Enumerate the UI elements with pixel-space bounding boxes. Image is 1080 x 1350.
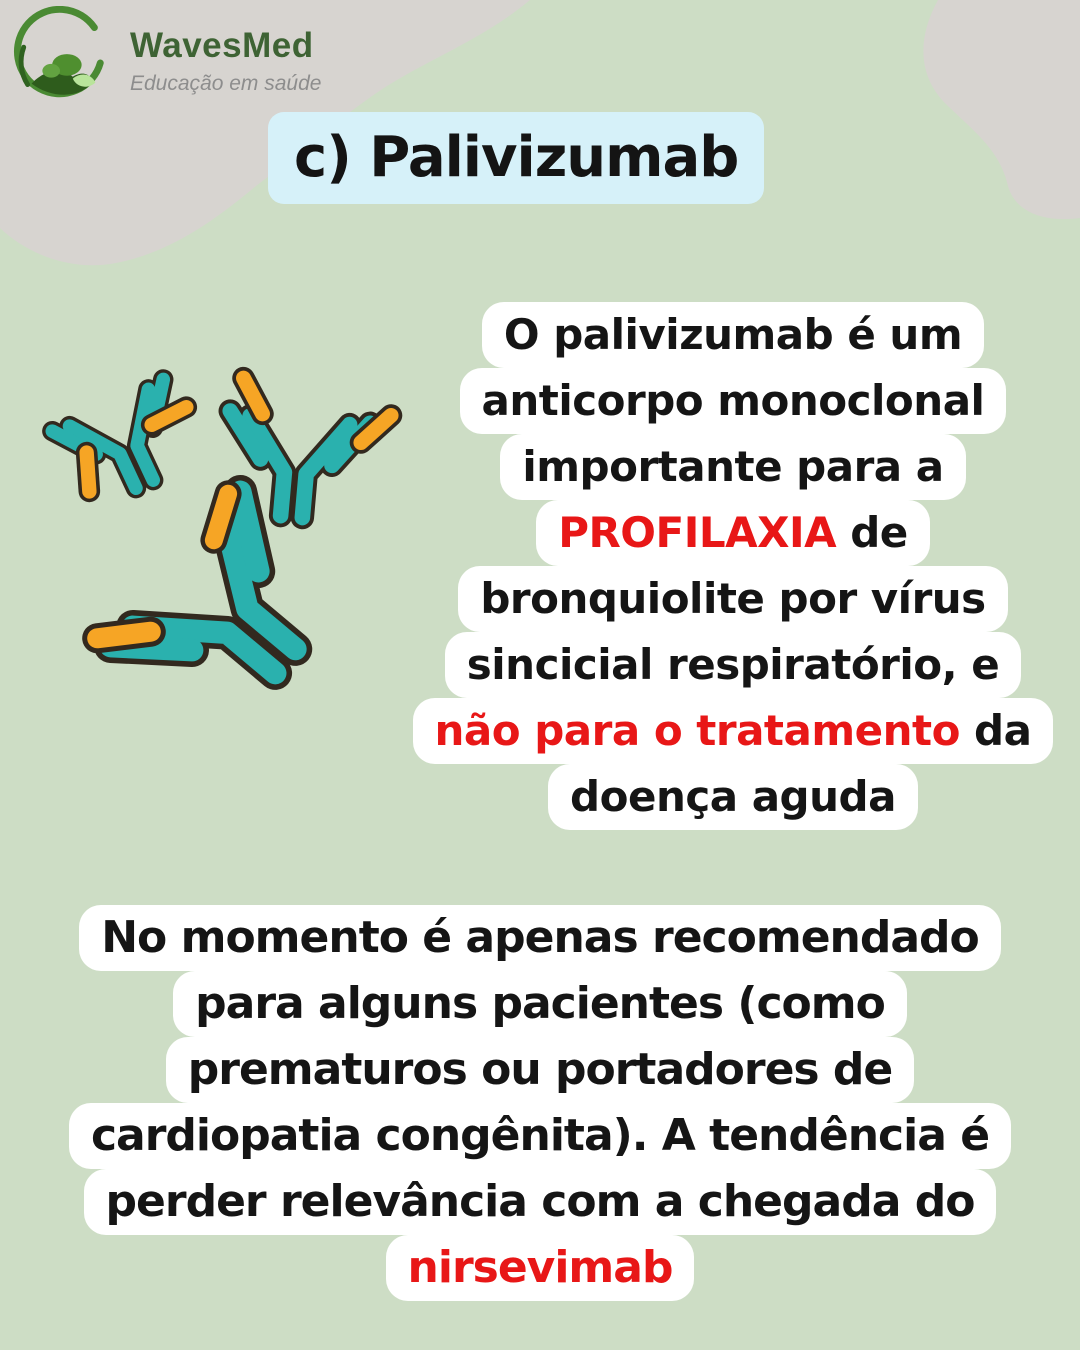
text-line — [0, 1103, 1080, 1169]
text-segment: O palivizumab é um — [503, 310, 963, 359]
text-line — [0, 1169, 1080, 1235]
text-segment: sincicial respiratório, e — [466, 640, 1000, 689]
text-segment: para alguns pacientes (como — [195, 978, 885, 1029]
text-line — [408, 368, 1058, 434]
text-segment: cardiopatia congênita). A tendência é — [90, 1110, 990, 1161]
brand-tagline: Educação em saúde — [130, 72, 322, 95]
emphasis-nao-tratamento: não para o tratamento — [434, 706, 960, 755]
text-segment: importante para a — [522, 442, 944, 491]
text-line — [0, 1235, 1080, 1301]
text-segment: bronquiolite por vírus — [480, 574, 986, 623]
text-segment: perder relevância com a chegada do — [105, 1176, 975, 1227]
text-line — [0, 905, 1080, 971]
wavesmed-logo-icon — [8, 6, 116, 114]
brand-text — [130, 6, 321, 114]
text-line — [408, 632, 1058, 698]
text-segment: da — [959, 706, 1032, 755]
text-line — [408, 434, 1058, 500]
paragraph-recommendation — [0, 905, 1080, 1301]
text-segment: de — [836, 508, 908, 557]
emphasis-profilaxia: PROFILAXIA — [558, 508, 837, 557]
text-line — [0, 1037, 1080, 1103]
text-segment: anticorpo monoclonal — [481, 376, 985, 425]
brand-name: WavesMed — [130, 26, 314, 65]
text-line — [408, 764, 1058, 830]
text-segment: doença aguda — [570, 772, 896, 821]
antibodies-illustration-icon — [40, 330, 440, 730]
text-segment: prematuros ou portadores de — [187, 1044, 893, 1095]
text-line — [408, 302, 1058, 368]
emphasis-nirsevimab: nirsevimab — [407, 1242, 673, 1293]
text-line — [408, 566, 1058, 632]
text-line — [408, 698, 1058, 764]
paragraph-prophylaxis — [408, 302, 1058, 830]
brand-header — [8, 6, 321, 114]
page-title: c) Palivizumab — [268, 112, 764, 204]
text-line — [0, 971, 1080, 1037]
text-line — [408, 500, 1058, 566]
title-wrap — [268, 112, 764, 204]
top-right-blob — [923, 0, 1080, 219]
text-segment: No momento é apenas recomendado — [101, 912, 979, 963]
